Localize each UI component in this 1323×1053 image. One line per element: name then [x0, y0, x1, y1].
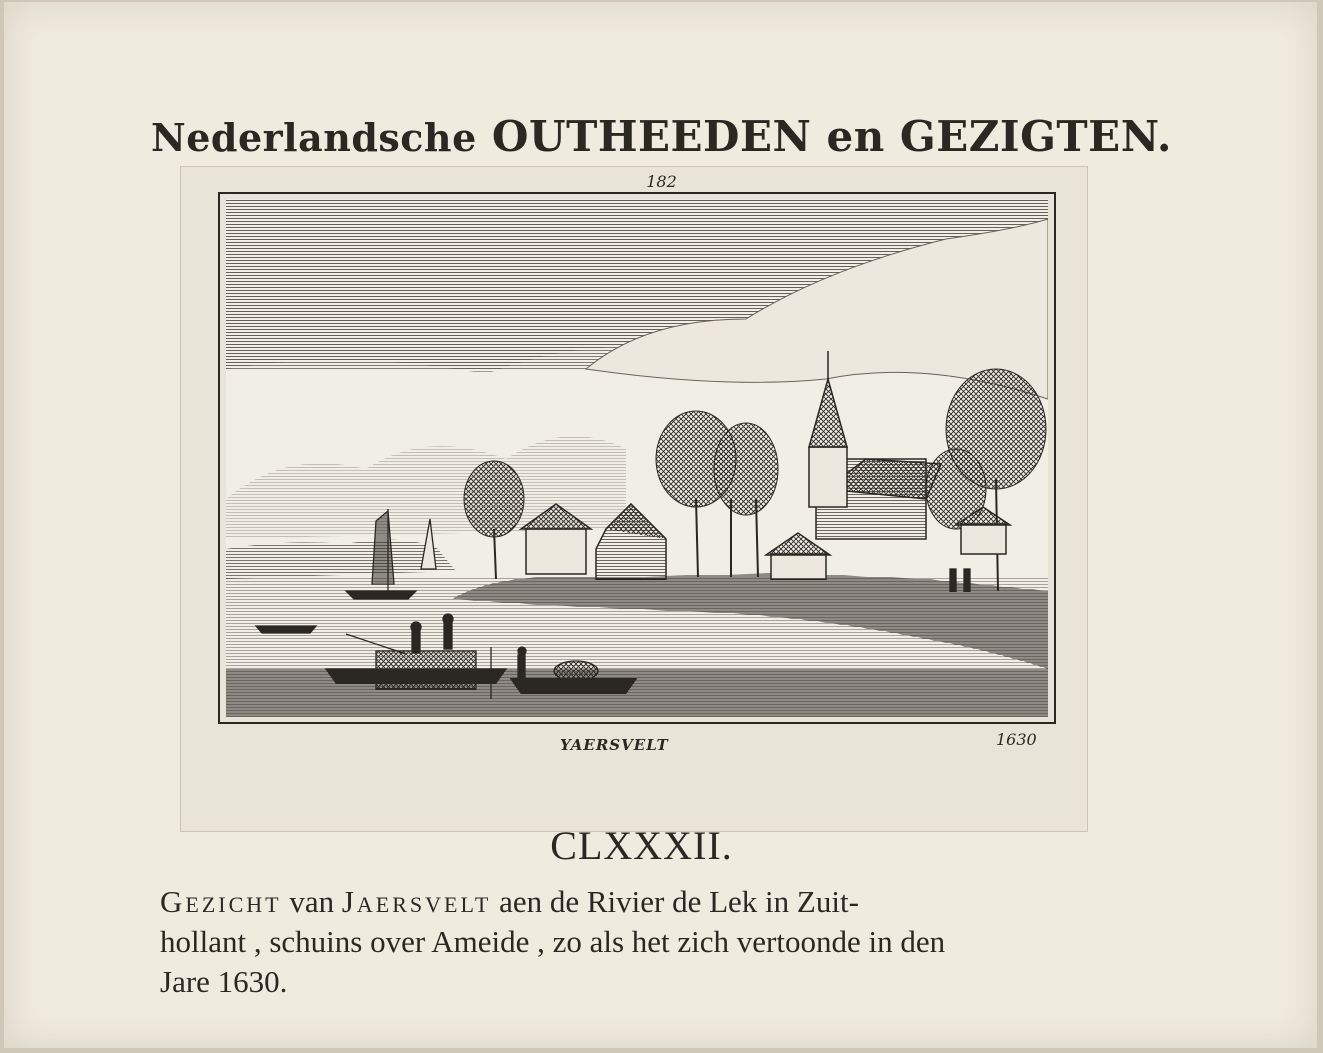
description-line-3: Jare 1630.	[160, 964, 288, 999]
engraving-illustration	[226, 199, 1048, 717]
description-line-1	[160, 882, 1160, 922]
description-text	[160, 882, 1160, 1002]
roman-numeral: CLXXXII.	[550, 823, 733, 868]
plate-caption: YAERSVELT	[560, 736, 669, 754]
description-term-jaersvelt: Jaersvelt	[341, 884, 492, 919]
plate-number: 182	[646, 172, 677, 191]
description-line-2: hollant , schuins over Ameide , zo als het zich vertoonde in den	[160, 924, 946, 959]
series-title-part2: OUTHEEDEN en GEZIGTEN.	[491, 112, 1173, 161]
description-line-1-b: aen de Rivier de Lek in Zuit-	[491, 884, 859, 919]
series-title-part1: Nederlandsche	[150, 115, 477, 160]
description-line-1-a: van	[281, 884, 342, 919]
description-term-gezicht: Gezicht	[160, 884, 282, 919]
series-title	[0, 112, 1323, 161]
plate-year: 1630	[996, 730, 1037, 749]
